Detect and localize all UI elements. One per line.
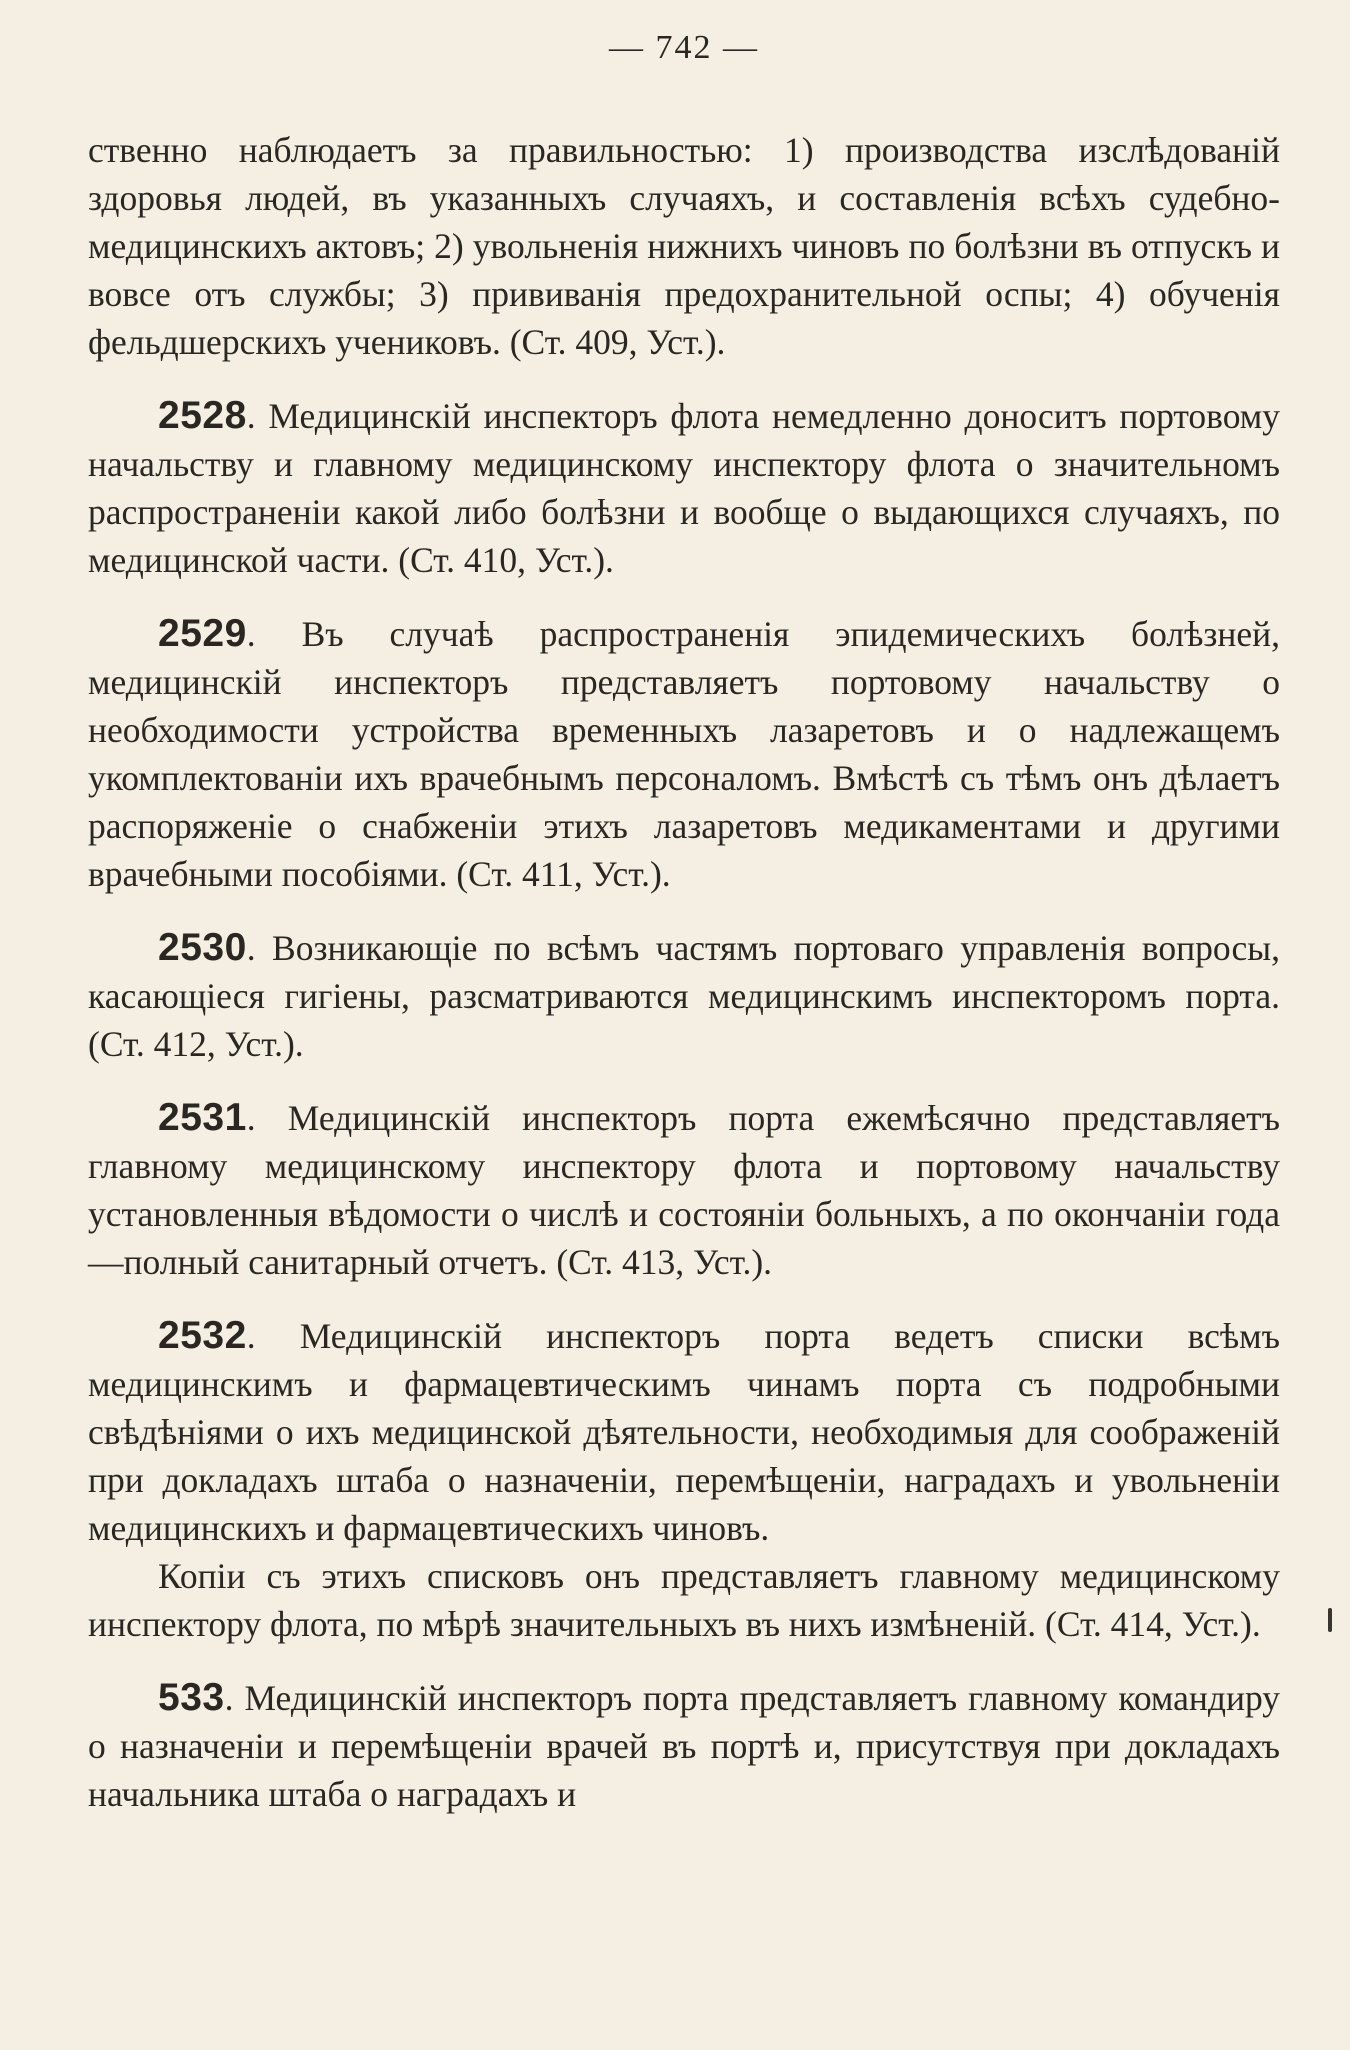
article-2529 <box>88 610 1280 898</box>
article-number: 2531 <box>158 1096 247 1139</box>
article-number: 2529 <box>158 612 247 655</box>
article-text: . Медицинскій инспекторъ порта ведетъ списки всѣмъ медицинскимъ и фармацевтическимъ чинамъ порта съ подробными свѣдѣніями о ихъ медицинской дѣятельности, необходимыя для соображеній при докладахъ штаба о назначеніи, перемѣщеніи, наградахъ и увольненіи медицинскихъ и фармацевтическихъ чиновъ. <box>88 1316 1280 1548</box>
article-text: . Возникающіе по всѣмъ частямъ портоваго управленія вопросы, касающіеся гигіены, разсматриваются медицинскимъ инспекторомъ порта. (Ст. 412, Уст.). <box>88 928 1280 1064</box>
article-paragraph <box>88 1312 1280 1552</box>
article-text: . Медицинскій инспекторъ флота немедленно доноситъ портовому начальству и главному медицинскому инспектору флота о значительномъ распространеніи какой либо болѣзни и вообще о выдающихся случаяхъ, по медицинской части. (Ст. 410, Уст.). <box>88 396 1280 580</box>
margin-mark <box>1328 1608 1332 1632</box>
article-paragraph <box>88 610 1280 898</box>
article-paragraph <box>88 1094 1280 1286</box>
article-paragraph <box>88 392 1280 584</box>
continuation-paragraph: ственно наблюдаетъ за правильностью: 1) производства изслѣдованій здоровья людей, въ указанныхъ случаяхъ, и составленія всѣхъ судебно-медицинскихъ актовъ; 2) увольненія нижнихъ чиновъ по болѣзни въ отпускъ и вовсе отъ службы; 3) прививанія предохранительной оспы; 4) обученія фельдшерскихъ учениковъ. (Ст. 409, Уст.). <box>88 130 1280 362</box>
article-paragraph <box>88 924 1280 1068</box>
article-2532 <box>88 1312 1280 1648</box>
article-number: 2532 <box>158 1314 247 1357</box>
article-number: 2530 <box>158 926 247 969</box>
article-text: . Медицинскій инспекторъ порта ежемѣсячно представляетъ главному медицинскому инспектору флота и портовому начальству установленныя вѣдомости о числѣ и состояніи больныхъ, а по окончаніи года—полный санитарный отчетъ. (Ст. 413, Уст.). <box>88 1098 1280 1282</box>
article-number: 533 <box>158 1676 225 1719</box>
article-second-paragraph: Копіи съ этихъ списковъ онъ представляетъ главному медицинскому инспектору флота, по мѣрѣ значительныхъ въ нихъ измѣненій. (Ст. 414, Уст.). <box>88 1556 1280 1644</box>
article-number: 2528 <box>158 394 247 437</box>
article-2530 <box>88 924 1280 1068</box>
article-paragraph <box>88 1674 1280 1818</box>
article-2528 <box>88 392 1280 584</box>
article-text: . Въ случаѣ распространенія эпидемическихъ болѣзней, медицинскій инспекторъ представляетъ портовому начальству о необходимости устройства временныхъ лазаретовъ и о надлежащемъ укомплектованіи ихъ врачебнымъ персоналомъ. Вмѣстѣ съ тѣмъ онъ дѣлаетъ распоряженіе о снабженіи этихъ лазаретовъ медикаментами и другими врачебными пособіями. (Ст. 411, Уст.). <box>88 614 1280 894</box>
page-number: — 742 — <box>609 29 759 66</box>
article-2531 <box>88 1094 1280 1286</box>
article-533 <box>88 1674 1280 1818</box>
article-text: . Медицинскій инспекторъ порта представляетъ главному командиру о назначеніи и перемѣщеніи врачей въ портѣ и, присутствуя при докладахъ начальника штаба о наградахъ и <box>88 1678 1280 1814</box>
